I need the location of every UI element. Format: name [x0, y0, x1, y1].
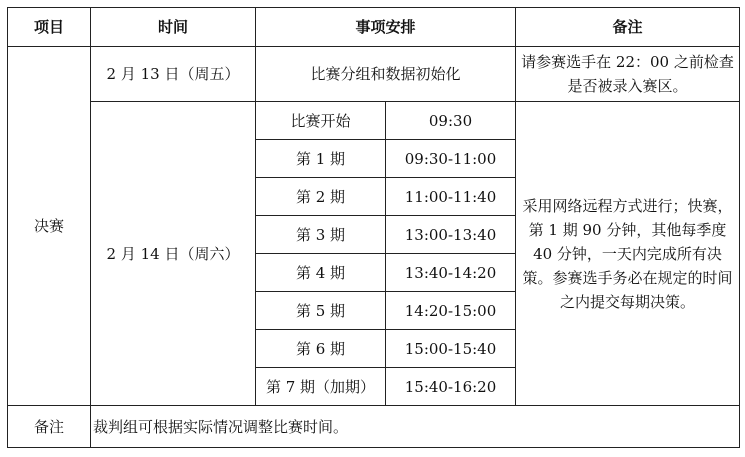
period-label: 比赛开始: [256, 102, 386, 140]
footer-row: [8, 406, 740, 448]
day1-event: 比赛分组和数据初始化: [256, 47, 516, 102]
footer-label: 备注: [8, 406, 91, 448]
footer-remark: 裁判组可根据实际情况调整比赛时间。: [91, 406, 740, 448]
header-arrangement: 事项安排: [256, 8, 516, 47]
period-label: 第 5 期: [256, 292, 386, 330]
day1-row: [8, 47, 740, 102]
period-label: 第 2 期: [256, 178, 386, 216]
period-time: 14:20-15:00: [386, 292, 516, 330]
period-label: 第 6 期: [256, 330, 386, 368]
header-item: 项目: [8, 8, 91, 47]
period-time: 15:00-15:40: [386, 330, 516, 368]
table-row: [8, 102, 740, 140]
stage-cell: 决赛: [8, 47, 91, 406]
day2-date: 2 月 14 日（周六）: [91, 102, 256, 406]
header-note: 备注: [516, 8, 740, 47]
period-label: 第 7 期（加期）: [256, 368, 386, 406]
period-time: 09:30: [386, 102, 516, 140]
period-time: 11:00-11:40: [386, 178, 516, 216]
header-time: 时间: [91, 8, 256, 47]
period-label: 第 3 期: [256, 216, 386, 254]
day1-note: 请参赛选手在 22：00 之前检查是否被录入赛区。: [516, 47, 740, 102]
period-time: 13:00-13:40: [386, 216, 516, 254]
period-time: 09:30-11:00: [386, 140, 516, 178]
period-label: 第 1 期: [256, 140, 386, 178]
period-time: 15:40-16:20: [386, 368, 516, 406]
period-time: 13:40-14:20: [386, 254, 516, 292]
period-label: 第 4 期: [256, 254, 386, 292]
day2-note: 采用网络远程方式进行；快赛，第 1 期 90 分钟，其他每季度 40 分钟，一天内完成所有决策。参赛选手务必在规定的时间之内提交每期决策。: [516, 102, 740, 406]
header-row: [8, 8, 740, 47]
day1-date: 2 月 13 日（周五）: [91, 47, 256, 102]
schedule-table: [7, 7, 740, 448]
